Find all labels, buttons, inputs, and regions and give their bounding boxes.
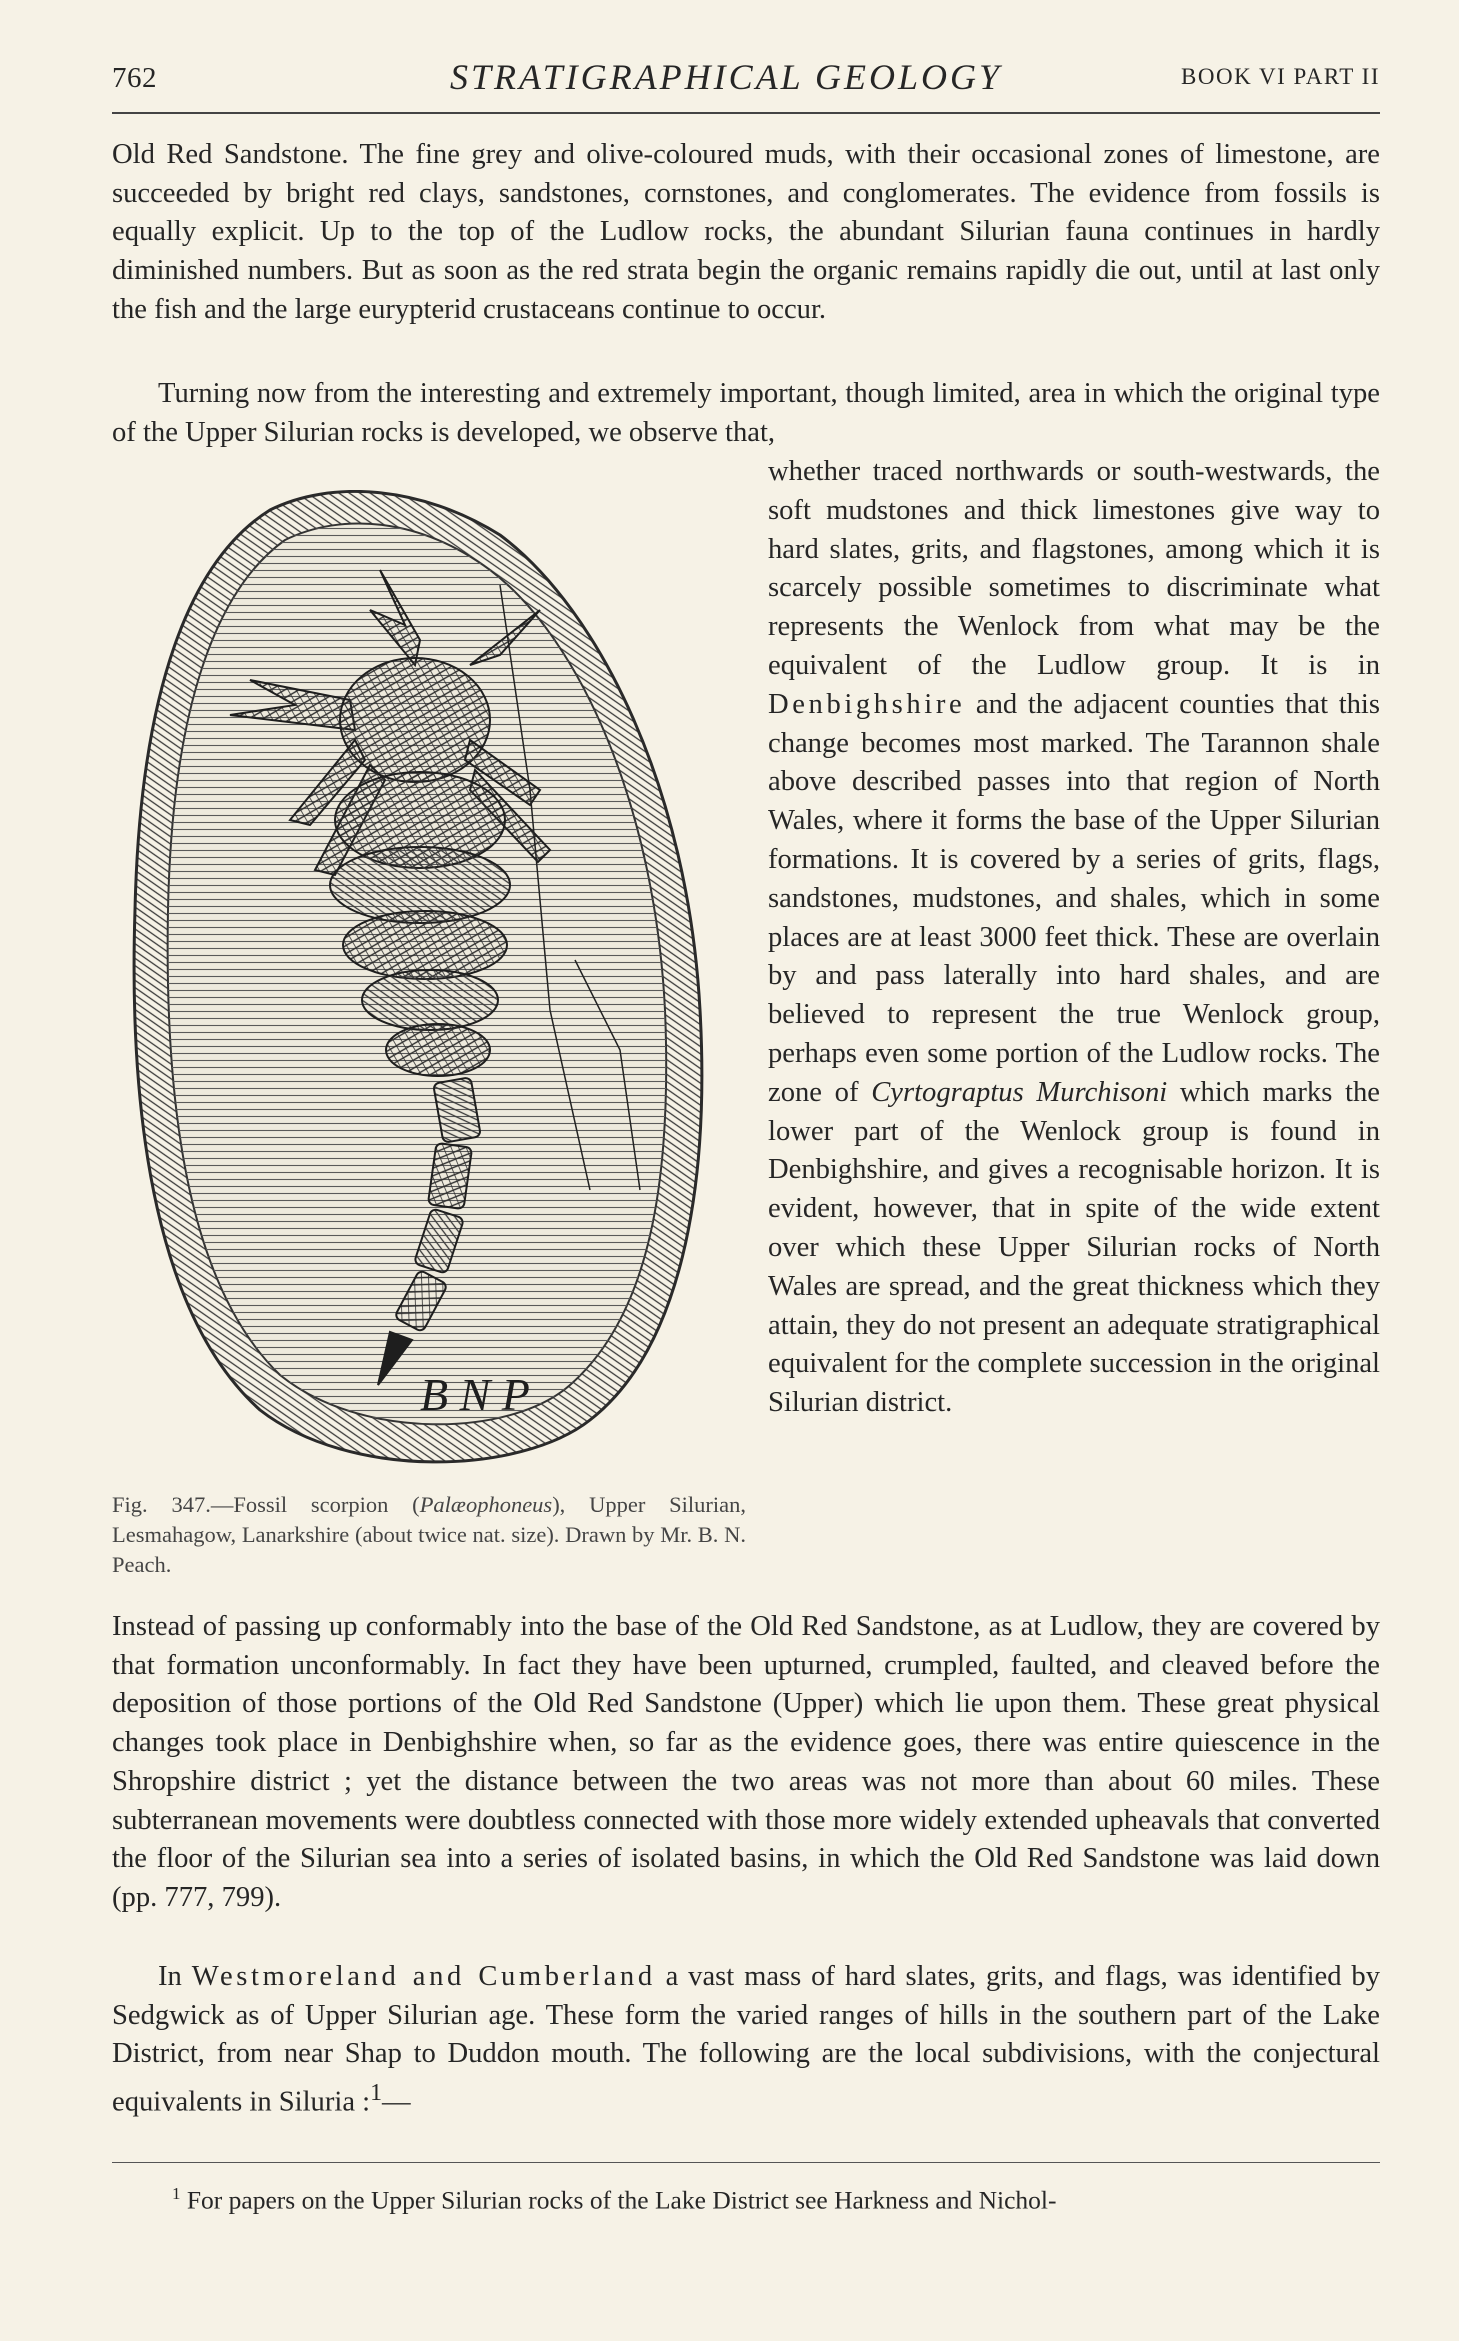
fossil-scorpion-figure (120, 490, 722, 1490)
paragraph-3 (112, 1958, 1380, 2122)
paragraph-3-lead: In (158, 1961, 182, 1992)
page-number: 762 (112, 62, 157, 94)
paragraph-3-trail: — (382, 2086, 411, 2118)
caption-genus: Palæophoneus (419, 1492, 553, 1517)
footnote (112, 2176, 1380, 2219)
column-text-c: which marks the lower part of the Wenlock group is found in Denbighshire, and gives a recognisable horizon. It is evident, however, that in spite of the wide extent over which these Upper Silurian rocks of North Wales are spread, and the great thickness which they attain, they do not present an adequate stratigraphical equivalent for the complete succession in the original Silurian district. (768, 1076, 1380, 1419)
footnote-reference[interactable]: 1 (370, 2080, 383, 2107)
running-title: STRATIGRAPHICAL GEOLOGY (449, 57, 1003, 97)
footnote-mark: 1 (172, 2184, 181, 2203)
paragraph-3-text: a vast mass of hard slates, grits, and flags, was identified by Sedgwick as of Upper Silurian age. These form the varied ranges of hills in the southern part of the Lake District, from near Shap to Duddon mouth. The following are the local subdivisions, with the conjectural equivalents in Siluria : (112, 1961, 1380, 2118)
paragraph-1: Old Red Sandstone. The fine grey and olive-coloured muds, with their occasional zones of limestone, are succeeded by bright red clays, sandstones, cornstones, and conglomerates. The evidence from fossils is equally explicit. Up to the top of the Ludlow rocks, the abundant Silurian fauna continues in hardly diminished numbers. But as soon as the red strata begin the organic remains rapidly die out, until at last only the fish and the large eurypterid crustaceans continue to occur. (112, 139, 1380, 325)
paragraph-2-continued: Instead of passing up conformably into the base of the Old Red Sandstone, as at Ludlow, they are covered by that formation unconformably. In fact they have been upturned, crumpled, faulted, and cleaved before the deposition of those portions of the Old Red Sandstone (Upper) which lie upon them. These great physical changes took place in Denbighshire when, so far as the evidence goes, there was entire quiescence in the Shropshire district ; yet the distance between the two areas was not more than about 60 miles. These subterranean movements were doubtless connected with those more widely extended upheavals that converted the floor of the Silurian sea into a series of isolated basins, in which the Old Red Sandstone was laid down (pp. 777, 799). (112, 1611, 1380, 1913)
caption-rest: ), Upper Silurian, Lesmahagow, Lanarkshire (about twice nat. size). Drawn by Mr. B. N. Peach. (112, 1492, 747, 1577)
figure-caption (112, 1490, 746, 1580)
fossil-scorpion-illustration (120, 490, 722, 1490)
header-rule (112, 112, 1380, 114)
caption-lead: Fig. 347.—Fossil scorpion ( (112, 1492, 420, 1517)
place-denbighshire: Denbighshire (768, 688, 966, 720)
place-westmoreland-cumberland: Westmoreland and Cumberland (191, 1961, 656, 1992)
footnote-text: For papers on the Upper Silurian rocks of the Lake District see Harkness and Nichol- (186, 2185, 1057, 2215)
paragraph-2-column (768, 453, 1380, 1423)
paragraph-2-lead: Turning now from the interesting and extremely important, though limited, area in which the original type of the Upper Silurian rocks is developed, we observe that, (112, 378, 1380, 448)
book-part-label: BOOK VI PART II (1181, 64, 1380, 89)
running-header (112, 56, 1380, 104)
artist-initials: B N P (420, 1369, 530, 1420)
column-text-a: whether traced northwards or south-westwards, the soft mudstones and thick limestones give way to hard slates, grits, and flagstones, among which it is scarcely possible sometimes to discriminate what represents the Wenlock from what may be the equivalent of the Ludlow group. It is in (768, 456, 1380, 681)
species-name: Cyrtograptus Murchisoni (871, 1076, 1168, 1108)
column-text-b: and the adjacent counties that this change becomes most marked. The Tarannon shale above described passes into that region of North Wales, where it forms the base of the Upper Silurian formations. It is covered by a series of grits, flags, sandstones, mudstones, and shales, which in some places are at least 3000 feet thick. These are overlain by and pass laterally into hard shales, and are believed to represent the true Wenlock group, perhaps even some portion of the Ludlow rocks. The zone of (768, 688, 1381, 1108)
footnote-rule (112, 2162, 1380, 2163)
